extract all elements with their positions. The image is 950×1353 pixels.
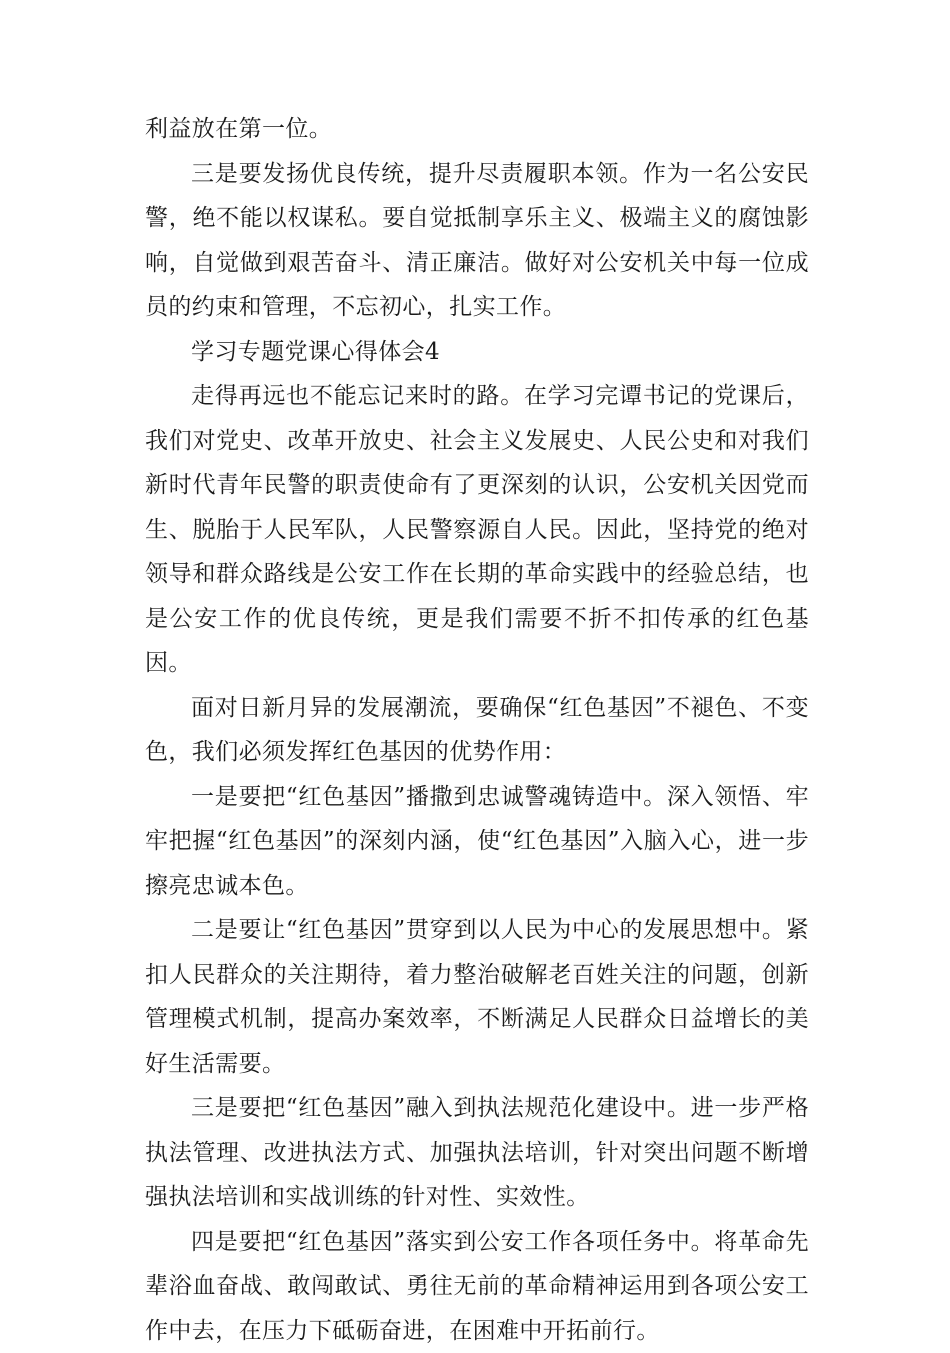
paragraph-8: 四是要把“红色基因”落实到公安工作各项任务中。将革命先辈浴血奋战、敢闯敢试、勇往无前的革命精神运用到各项公安工作中去，在压力下砥砺奋进，在困难中开拓前行。 (145, 1220, 809, 1353)
section-heading: 学习专题党课心得体会4 (145, 330, 809, 375)
paragraph-1: 利益放在第一位。 (145, 107, 809, 152)
paragraph-6: 二是要让“红色基因”贯穿到以人民为中心的发展思想中。紧扣人民群众的关注期待，着力整治破解老百姓关注的问题，创新管理模式机制，提高办案效率，不断满足人民群众日益增长的美好生活需要。 (145, 908, 809, 1086)
paragraph-7: 三是要把“红色基因”融入到执法规范化建设中。进一步严格执法管理、改进执法方式、加强执法培训，针对突出问题不断增强执法培训和实战训练的针对性、实效性。 (145, 1086, 809, 1220)
paragraph-3: 走得再远也不能忘记来时的路。在学习完谭书记的党课后，我们对党史、改革开放史、社会主义发展史、人民公史和对我们新时代青年民警的职责使命有了更深刻的认识，公安机关因党而生、脱胎于人民军队，人民警察源自人民。因此，坚持党的绝对领导和群众路线是公安工作在长期的革命实践中的经验总结，也是公安工作的优良传统，更是我们需要不折不扣传承的红色基因。 (145, 374, 809, 686)
paragraph-5: 一是要把“红色基因”播撒到忠诚警魂铸造中。深入领悟、牢牢把握“红色基因”的深刻内涵，使“红色基因”入脑入心，进一步擦亮忠诚本色。 (145, 775, 809, 909)
paragraph-2: 三是要发扬优良传统，提升尽责履职本领。作为一名公安民警，绝不能以权谋私。要自觉抵制享乐主义、极端主义的腐蚀影响，自觉做到艰苦奋斗、清正廉洁。做好对公安机关中每一位成员的约束和管理，不忘初心，扎实工作。 (145, 152, 809, 330)
document-body (145, 107, 809, 1353)
paragraph-4: 面对日新月异的发展潮流，要确保“红色基因”不褪色、不变色，我们必须发挥红色基因的优势作用： (145, 686, 809, 775)
